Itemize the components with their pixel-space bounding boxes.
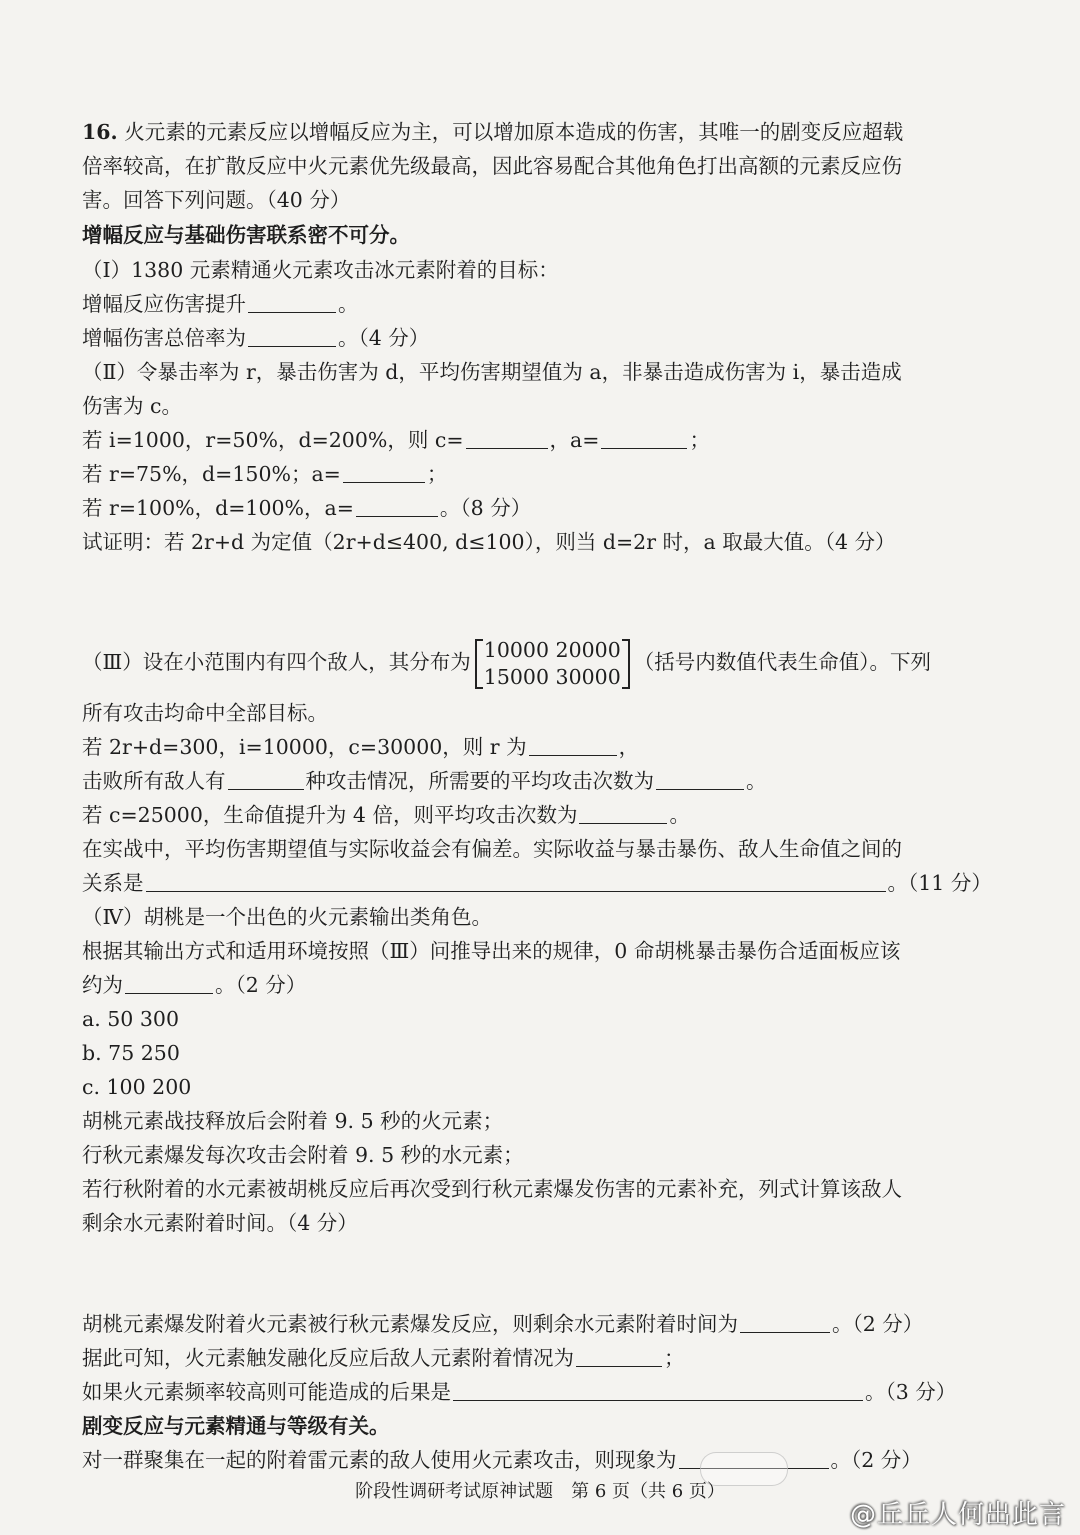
part3-intro-2: 所有攻击均命中全部目标。 [82,701,328,725]
part4-fact-1: 胡桃元素战技释放后会附着 9. 5 秒的火元素； [82,1109,504,1133]
part1-intro: （Ⅰ）1380 元素精通火元素攻击冰元素附着的目标： [82,258,559,282]
enemy-hp-matrix: 10000 20000 15000 30000 [475,637,630,691]
answer-blank[interactable] [576,1346,662,1367]
question-number: 16. [82,120,118,144]
part4-q2-line1: 若行秋附着的水元素被胡桃反应后再次受到行秋元素爆发伤害的元素补充，列式计算该敌人 [82,1177,902,1201]
part4-q5: 如果火元素频率较高则可能造成的后果是 。（3 分） [82,1380,957,1404]
part1-q2: 增幅伤害总倍率为 。（4 分） [82,326,430,350]
intro-line-1: 16. 火元素的元素反应以增幅反应为主，可以增加原本造成的伤害，其唯一的剧变反应超载 [82,120,904,144]
part4-fact-2: 行秋元素爆发每次攻击会附着 9. 5 秒的水元素； [82,1143,524,1167]
part4-q3: 胡桃元素爆发附着火元素被行秋元素爆发反应，则剩余水元素附着时间为 。（2 分） [82,1312,924,1336]
part3-intro-1: （Ⅲ）设在小范围内有四个敌人，其分布为 10000 20000 15000 30000 （括号内数值代表生命值）。下列 [82,637,931,689]
option-b: b. 75 250 [82,1041,180,1065]
answer-blank[interactable] [740,1312,830,1333]
watermark-text: @丘丘人何出此言 [849,1500,1066,1530]
answer-blank[interactable] [146,871,886,892]
part3-q4-line2: 关系是 。（11 分） [82,871,992,895]
answer-blank[interactable] [125,973,213,994]
part5-q1: 对一群聚集在一起的附着雷元素的敌人使用火元素攻击，则现象为 。（2 分） [82,1448,922,1472]
option-a: a. 50 300 [82,1007,179,1031]
part2-intro-1: （Ⅱ）令暴击率为 r，暴击伤害为 d，平均伤害期望值为 a，非暴击造成伤害为 i，暴击造成 [82,360,902,384]
answer-blank[interactable] [656,769,744,790]
part4-q1: 约为 。（2 分） [82,973,307,997]
page-footer: 阶段性调研考试原神试题 第 6 页（共 6 页） [355,1481,725,1502]
answer-blank[interactable] [529,735,617,756]
part2-intro-2: 伤害为 c。 [82,394,182,418]
part1-q1: 增幅反应伤害提升 。 [82,292,359,316]
option-c: c. 100 200 [82,1075,192,1099]
part4-q4: 据此可知，火元素触发融化反应后敌人元素附着情况为 ； [82,1346,685,1370]
part4-intro-2: 根据其输出方式和适用环境按照（Ⅲ）问推导出来的规律，0 命胡桃暴击暴伤合适面板应该 [82,939,901,963]
section-heading-transformative: 剧变反应与元素精通与等级有关。 [82,1414,390,1438]
part2-q1: 若 i=1000，r=50%，d=200%，则 c= ，a= ； [82,428,710,452]
part3-q2: 击败所有敌人有 种攻击情况，所需要的平均攻击次数为 。 [82,769,767,793]
part2-q2: 若 r=75%，d=150%；a= ； [82,462,448,486]
part4-intro-1: （Ⅳ）胡桃是一个出色的火元素输出类角色。 [82,905,492,929]
intro-line-3: 害。回答下列问题。（40 分） [82,188,351,212]
part3-q4-line1: 在实战中，平均伤害期望值与实际收益会有偏差。实际收益与暴击暴伤、敌人生命值之间的 [82,837,902,861]
intro-line-2: 倍率较高，在扩散反应中火元素优先级最高，因此容易配合其他角色打出高额的元素反应伤 [82,154,902,178]
answer-blank[interactable] [343,462,425,483]
section-heading-amplifying: 增幅反应与基础伤害联系密不可分。 [82,223,410,247]
answer-blank[interactable] [579,803,667,824]
answer-blank[interactable] [601,428,687,449]
answer-blank[interactable] [453,1380,863,1401]
part4-q2-line2: 剩余水元素附着时间。（4 分） [82,1211,358,1235]
part2-q3: 若 r=100%，d=100%，a= 。（8 分） [82,496,532,520]
part2-proof: 试证明：若 2r+d 为定值（2r+d≤400, d≤100），则当 d=2r 时，a 取最大值。（4 分） [82,530,896,554]
part3-q3: 若 c=25000，生命值提升为 4 倍，则平均攻击次数为 。 [82,803,690,827]
part3-q1: 若 2r+d=300，i=10000，c=30000，则 r 为 ， [82,735,640,759]
answer-blank[interactable] [248,326,336,347]
answer-blank[interactable] [466,428,548,449]
answer-blank[interactable] [356,496,438,517]
answer-blank[interactable] [248,292,336,313]
answer-blank[interactable] [228,769,304,790]
